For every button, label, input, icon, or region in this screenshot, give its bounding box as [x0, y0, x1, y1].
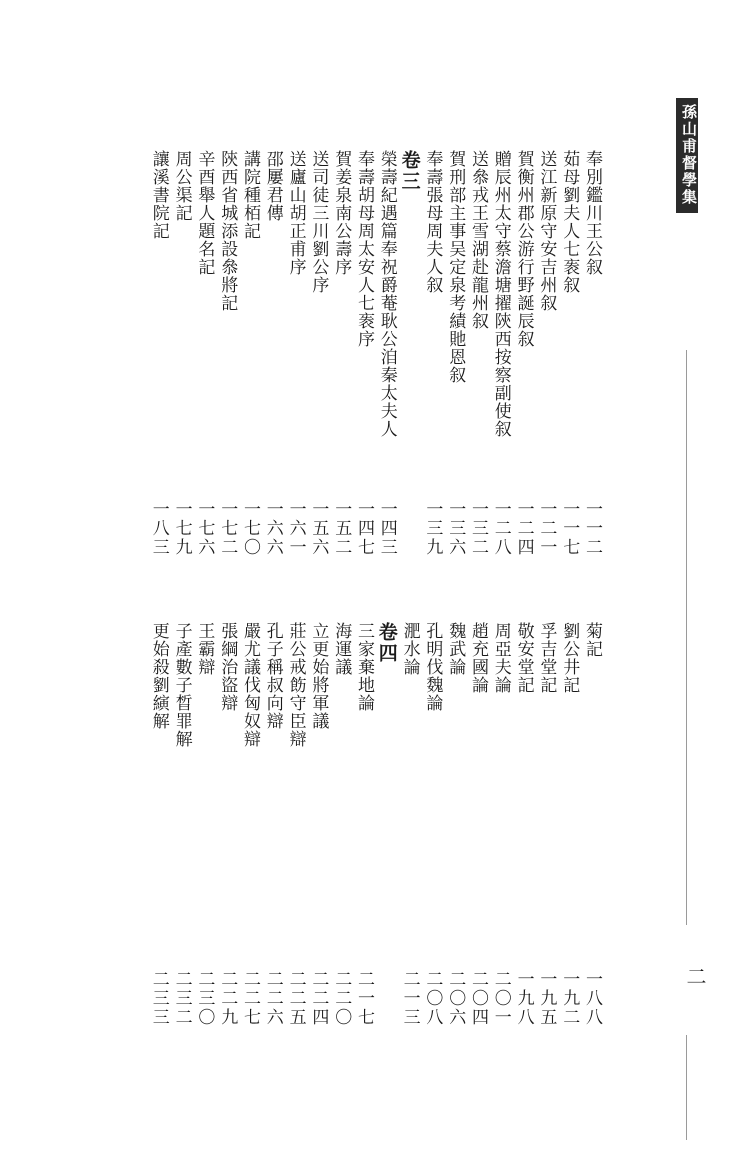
toc-entry-page: 二一三	[399, 970, 420, 1027]
toc-entry-page: 一三二	[468, 500, 488, 557]
toc-entry-title: 陝西省城添設叅將記	[217, 150, 238, 312]
toc-entry-title: 海運議	[331, 622, 352, 676]
toc-entry-title: 敬安堂記	[513, 622, 534, 694]
toc-entry-page: 一一二	[582, 500, 602, 557]
toc-entry-page: 一六一	[285, 500, 306, 557]
toc-entry-page: 一三九	[422, 500, 443, 557]
toc-entry-page: 一三六	[445, 500, 466, 557]
toc-entry-page: 一五二	[331, 500, 352, 557]
toc-entry-page: 一七二	[217, 500, 238, 557]
toc-entry-title: 讓溪書院記	[148, 150, 169, 240]
toc-entry-page: 二三二	[171, 970, 192, 1027]
toc-entry-page: 二二六	[262, 970, 283, 1027]
toc-entry-title: 奉壽胡母周太安人七袠序	[354, 150, 374, 348]
toc-entry-page: 二〇六	[445, 970, 466, 1027]
toc-entry-title: 送廬山胡正甫序	[285, 150, 306, 276]
toc-entry-title: 辛酉舉人題名記	[194, 150, 215, 276]
volume-heading: 卷三	[398, 150, 421, 192]
toc-entry-title: 周亞夫論	[490, 622, 511, 694]
right-rule-upper	[686, 350, 687, 925]
toc-entry-title: 送司徒三川劉公序	[308, 150, 329, 294]
toc-entry-title: 張綱治盜辯	[217, 622, 238, 712]
toc-entry-page: 一七六	[194, 500, 215, 557]
toc-entry-title: 孔子稱叔向辯	[262, 622, 283, 730]
toc-entry-title: 三家棄地論	[354, 622, 374, 712]
book-title: 孫山甫督學集	[680, 104, 698, 206]
toc-entry-page: 一二一	[536, 500, 557, 557]
toc-entry-page: 一九二	[559, 970, 580, 1027]
toc-entry-title: 菊記	[582, 622, 602, 658]
toc-entry-title: 茹母劉夫人七袠叙	[559, 150, 580, 294]
toc-entry-page: 一六六	[262, 500, 283, 557]
toc-entry-page: 二二〇	[331, 970, 352, 1027]
toc-entry-title: 魏武論	[445, 622, 466, 676]
toc-entry-title: 王霸辯	[194, 622, 215, 676]
toc-entry-title: 奉別鑑川王公叙	[582, 150, 602, 276]
toc-entry-title: 賀姜泉南公壽序	[331, 150, 352, 276]
toc-entry-title: 送江新原守安吉州叙	[536, 150, 557, 312]
right-rule-lower	[686, 1035, 687, 1140]
toc-entry-title: 邵屢君傳	[262, 150, 283, 222]
toc-entry-title: 子產數子晳罪解	[171, 622, 192, 748]
toc-entry-page: 一七九	[171, 500, 192, 557]
toc-entry-title: 講院種栢記	[240, 150, 260, 240]
toc-entry-page: 一一七	[559, 500, 580, 557]
toc-entry-page: 一八八	[582, 970, 602, 1027]
toc-entry-title: 周公渠記	[171, 150, 192, 222]
toc-entry-title: 送叅戎王雪湖赴龍州叙	[468, 150, 488, 330]
toc-entry-title: 趙充國論	[468, 622, 488, 694]
page-number: 二	[683, 966, 707, 986]
toc-entry-page: 二三三	[148, 970, 169, 1027]
toc-entry-title: 立更始將軍議	[308, 622, 329, 730]
toc-entry-title: 淝水論	[399, 622, 420, 676]
toc-entry-page: 一九八	[513, 970, 534, 1027]
toc-entry-title: 孚吉堂記	[536, 622, 557, 694]
toc-entry-page: 一四七	[354, 500, 374, 557]
toc-entry-page: 二二四	[308, 970, 329, 1027]
toc-entry-title: 榮壽紀遇篇奉祝爵菴耿公洎秦太夫人	[376, 150, 397, 438]
toc-entry-title: 贈辰州太守蔡澹塘擢陝西按察副使叙	[490, 150, 511, 438]
toc-entry-page: 二二七	[240, 970, 260, 1027]
toc-entry-title: 嚴尤議伐匈奴辯	[240, 622, 260, 748]
toc-entry-page: 二三〇	[194, 970, 215, 1027]
toc-entry-title: 孔明伐魏論	[422, 622, 443, 712]
toc-entry-title: 賀衡州郡公游行野誕辰叙	[513, 150, 534, 348]
toc-entry-title: 更始殺劉縯解	[148, 622, 169, 730]
book-title-tab	[676, 98, 698, 213]
toc-entry-page: 一九五	[536, 970, 557, 1027]
toc-entry-page: 一四三	[376, 500, 397, 557]
toc-entry-page: 二〇一	[490, 970, 511, 1027]
volume-heading: 卷四	[375, 622, 398, 664]
toc-entry-title: 劉公井記	[559, 622, 580, 694]
toc-entry-page: 一二八	[490, 500, 511, 557]
toc-entry-page: 一五六	[308, 500, 329, 557]
toc-entry-title: 賀刑部主事吴定泉考績貤恩叙	[445, 150, 466, 384]
toc-entry-page: 二二五	[285, 970, 306, 1027]
toc-entry-page: 一二四	[513, 500, 534, 557]
toc-entry-page: 二二九	[217, 970, 238, 1027]
toc-entry-title: 莊公戒飭守臣辯	[285, 622, 306, 748]
toc-entry-page: 二一七	[354, 970, 374, 1027]
toc-entry-title: 奉壽張母周夫人叙	[422, 150, 443, 294]
toc-entry-page: 一八三	[148, 500, 169, 557]
toc-entry-page: 一七〇	[240, 500, 260, 557]
toc-entry-page: 二〇八	[422, 970, 443, 1027]
toc-entry-page: 二〇四	[468, 970, 488, 1027]
